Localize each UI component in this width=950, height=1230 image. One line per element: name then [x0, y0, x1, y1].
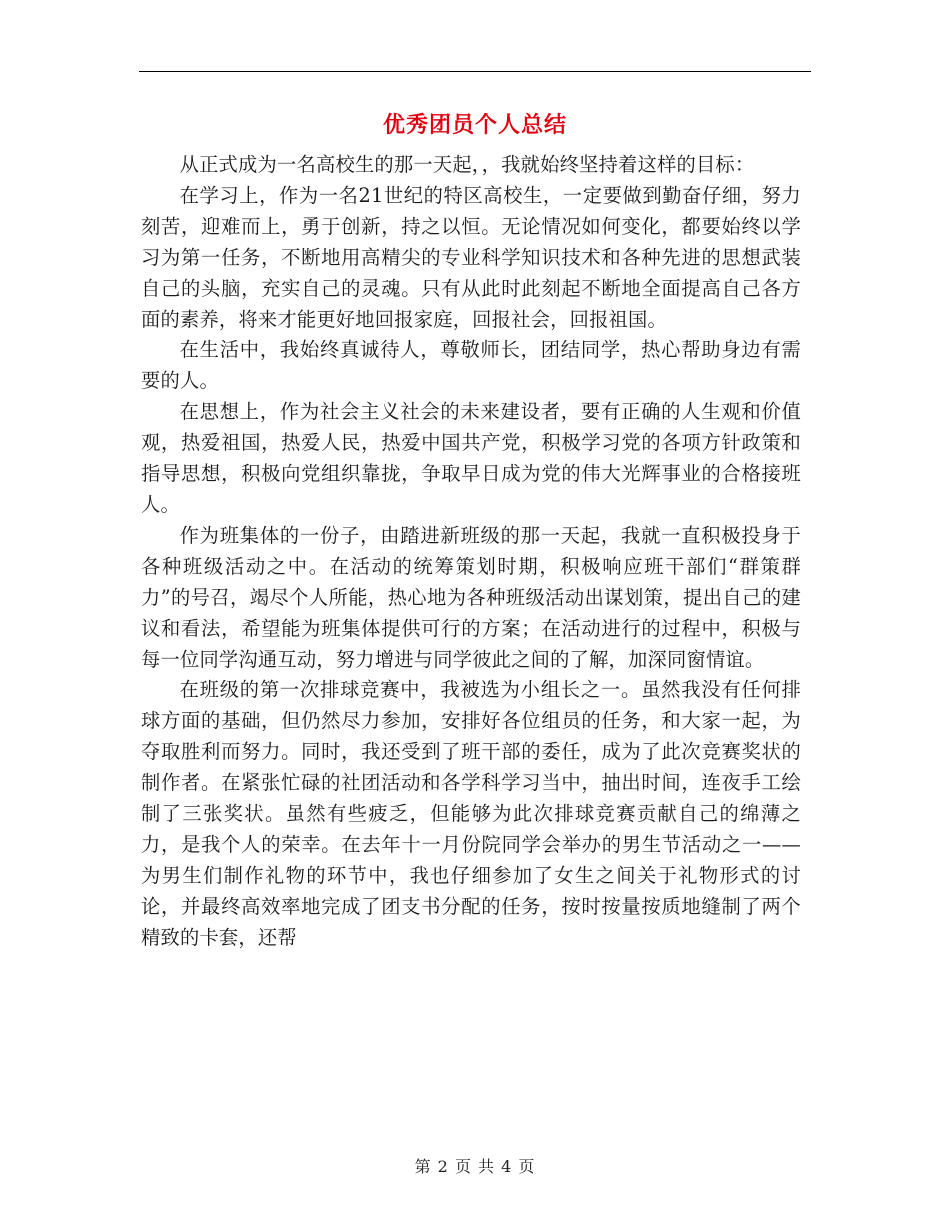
paragraph: 在学习上，作为一名21世纪的特区高校生，一定要做到勤奋仔细，努力刻苦，迎难而上，勇于创新，持之以恒。无论情况如何变化，都要始终以学习为第一任务，不断地用高精尖的专业科学知识技术和各种先进的思想武装自己的头脑，充实自己的灵魂。只有从此时此刻起不断地全面提高自己各方面的素养，将来才能更好地回报家庭，回报社会，回报祖国。 [141, 183, 801, 331]
paragraph: 在生活中，我始终真诚待人，尊敬师长，团结同学，热心帮助身边有需要的人。 [141, 338, 801, 393]
paragraph: 作为班集体的一份子，由踏进新班级的那一天起，我就一直积极投身于各种班级活动之中。在活动的统筹策划时期，积极响应班干部们“群策群力”的号召，竭尽个人所能，热心地为各种班级活动出谋划策，提出自己的建议和看法，希望能为班集体提供可行的方案；在活动进行的过程中，积极与每一位同学沟通互动，努力增进与同学彼此之间的了解，加深同窗情谊。 [141, 523, 801, 671]
page-number-footer: 第 2 页 共 4 页 [414, 1157, 536, 1176]
header-rule [139, 71, 811, 72]
document-title: 优秀团员个人总结 [382, 113, 567, 138]
paragraph: 在班级的第一次排球竞赛中，我被选为小组长之一。虽然我没有任何排球方面的基础，但仍然尽力参加，安排好各位组员的任务，和大家一起，为夺取胜利而努力。同时，我还受到了班干部的委任，成为了此次竞赛奖状的制作者。在紧张忙碌的社团活动和各学科学习当中，抽出时间，连夜手工绘制了三张奖状。虽然有些疲乏，但能够为此次排球竞赛贡献自己的绵薄之力，是我个人的荣幸。在去年十一月份院同学会举办的男生节活动之一——为男生们制作礼物的环节中，我也仔细参加了女生之间关于礼物形式的讨论，并最终高效率地完成了团支书分配的任务，按时按量按质地缝制了两个精致的卡套，还帮 [141, 678, 801, 949]
document-body [141, 150, 801, 954]
paragraph: 在思想上，作为社会主义社会的未来建设者，要有正确的人生观和价值观，热爱祖国，热爱人民，热爱中国共产党，积极学习党的各项方针政策和指导思想，积极向党组织靠拢，争取早日成为党的伟大光辉事业的合格接班人。 [141, 400, 801, 516]
paragraph: 从正式成为一名高校生的那一天起，，我就始终坚持着这样的目标： [179, 153, 755, 176]
